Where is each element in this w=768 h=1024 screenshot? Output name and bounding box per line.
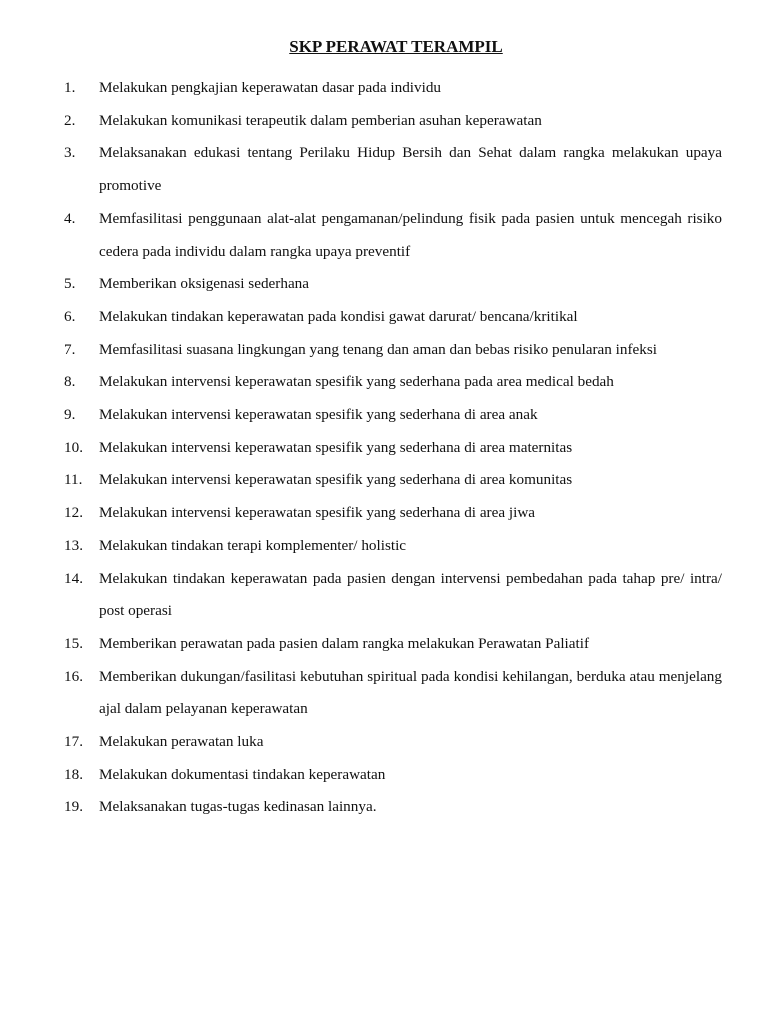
list-item-text: Melakukan tindakan keperawatan pada pasien dengan intervensi pembedahan pada tahap pre/ intra/ post operasi: [99, 569, 722, 620]
list-item-text: Memberikan oksigenasi sederhana: [99, 275, 310, 293]
list-item: [64, 72, 722, 105]
list-item: [64, 661, 722, 726]
list-item-number: 4.: [64, 209, 76, 227]
list-item-number: 6.: [64, 307, 76, 325]
list-item-text: Melaksanakan tugas-tugas kedinasan lainnya.: [99, 798, 377, 816]
list-item: [64, 530, 722, 563]
list-item: [64, 497, 722, 530]
list-item: [64, 563, 722, 628]
list-item: [64, 791, 722, 824]
list-item-number: 11.: [64, 471, 83, 489]
list-item: [64, 301, 722, 334]
list-item-text: Memberikan perawatan pada pasien dalam rangka melakukan Perawatan Paliatif: [99, 634, 590, 652]
list-item: [64, 334, 722, 367]
list-item-number: 2.: [64, 111, 76, 129]
list-item-number: 8.: [64, 373, 76, 391]
list-item: [64, 203, 722, 268]
list-item-text: Melakukan intervensi keperawatan spesifik yang sederhana pada area medical bedah: [99, 373, 614, 391]
list-item-text: Melakukan intervensi keperawatan spesifik yang sederhana di area komunitas: [99, 471, 573, 489]
list-item-text: Memberikan dukungan/fasilitasi kebutuhan spiritual pada kondisi kehilangan, berduka atau menjelang ajal dalam pelayanan keperawatan: [99, 667, 722, 718]
list-item-text: Melakukan perawatan luka: [99, 733, 264, 751]
list-item-text: Melakukan intervensi keperawatan spesifik yang sederhana di area jiwa: [99, 504, 536, 522]
list-item-number: 3.: [64, 144, 76, 162]
list-item-number: 18.: [64, 765, 83, 783]
list-item-number: 15.: [64, 634, 83, 652]
list-item: [64, 137, 722, 202]
list-item-text: Melakukan komunikasi terapeutik dalam pemberian asuhan keperawatan: [99, 111, 542, 129]
list-item-number: 19.: [64, 798, 83, 816]
list-item-number: 1.: [64, 79, 76, 96]
list-item-number: 16.: [64, 667, 83, 685]
list-item-number: 17.: [64, 733, 83, 751]
list-item-text: Melakukan intervensi keperawatan spesifik yang sederhana di area maternitas: [99, 438, 573, 456]
list-item-number: 14.: [64, 569, 83, 587]
list-item-number: 9.: [64, 406, 76, 424]
list-item: [64, 726, 722, 759]
list-item-number: 13.: [64, 536, 83, 554]
list-item-text: Melakukan tindakan terapi komplementer/ holistic: [99, 536, 407, 554]
list-item-text: Melaksanakan edukasi tentang Perilaku Hidup Bersih dan Sehat dalam rangka melakukan upaya promotive: [99, 144, 722, 195]
list-item-number: 12.: [64, 504, 83, 522]
list-item-number: 7.: [64, 340, 76, 358]
list-item: [64, 268, 722, 301]
list-item: [64, 432, 722, 465]
page-title: SKP PERAWAT TERAMPIL: [289, 37, 503, 56]
list-item-text: Melakukan intervensi keperawatan spesifik yang sederhana di area anak: [99, 406, 538, 424]
list-item-text: Melakukan dokumentasi tindakan keperawatan: [99, 765, 386, 783]
list-item-text: Melakukan pengkajian keperawatan dasar pada individu: [99, 79, 442, 96]
list-item: [64, 105, 722, 138]
list-item-text: Melakukan tindakan keperawatan pada kondisi gawat darurat/ bencana/kritikal: [99, 307, 578, 325]
list-item: [64, 759, 722, 792]
list-item: [64, 399, 722, 432]
list-item: [64, 628, 722, 661]
list-item-number: 10.: [64, 438, 83, 456]
list-item-number: 5.: [64, 275, 76, 293]
task-list: [64, 72, 722, 824]
list-item-text: Memfasilitasi penggunaan alat-alat pengamanan/pelindung fisik pada pasien untuk mencegah risiko cedera pada individu dalam rangka upaya preventif: [99, 209, 722, 260]
list-item: [64, 464, 722, 497]
list-item: [64, 366, 722, 399]
list-item-text: Memfasilitasi suasana lingkungan yang tenang dan aman dan bebas risiko penularan infeksi: [99, 340, 657, 358]
